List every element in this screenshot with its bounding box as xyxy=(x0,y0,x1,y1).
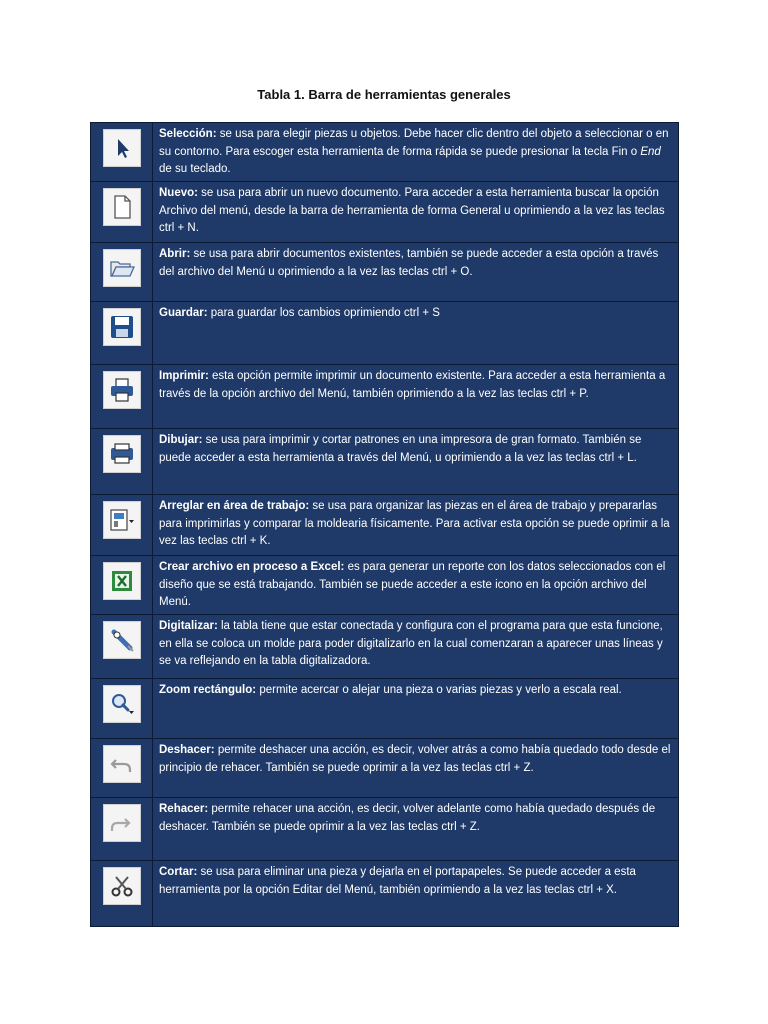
tool-term: Cortar: xyxy=(159,866,198,878)
tool-term: Dibujar: xyxy=(159,434,203,446)
undo-icon xyxy=(103,745,141,783)
excel-icon xyxy=(103,562,141,600)
table-row xyxy=(91,123,679,182)
tool-description: es para generar un reporte con los datos seleccionados con el diseño que se está trabajando. También se puede acceder a este icono en la opción archivo del Menú. xyxy=(159,561,666,609)
arrange-work-area-icon xyxy=(103,501,141,539)
tool-description: se usa para organizar las piezas en el área de trabajo y prepararlas para imprimirlas y comparar la moldearia físicamente. Para activar esta opción se puede oprimir a la vez las teclas ctrl + K. xyxy=(159,500,670,548)
redo-icon xyxy=(103,804,141,842)
tool-term: Guardar: xyxy=(159,307,208,319)
save-floppy-icon xyxy=(103,308,141,346)
tool-term: Nuevo: xyxy=(159,187,198,199)
tool-description: se usa para eliminar una pieza y dejarla en el portapapeles. Se puede acceder a esta herramienta por la opción Editar del Menú, también oprimiendo a la vez las teclas ctrl + X. xyxy=(159,866,636,896)
table-row xyxy=(91,429,679,495)
tool-description-emphasis: End xyxy=(640,145,661,158)
tool-description: se usa para imprimir y cortar patrones en una impresora de gran formato. También se puede acceder a esta herramienta a través del Menú, u oprimiendo a la vez las teclas ctrl + L. xyxy=(159,434,642,464)
tool-term: Digitalizar: xyxy=(159,620,218,632)
table-row xyxy=(91,302,679,365)
new-document-icon xyxy=(103,188,141,226)
table-row xyxy=(91,679,679,739)
zoom-rectangle-icon xyxy=(103,685,141,723)
table-row xyxy=(91,556,679,615)
tool-term: Rehacer: xyxy=(159,803,209,815)
table-row xyxy=(91,243,679,302)
scissors-icon xyxy=(103,867,141,905)
table-row xyxy=(91,861,679,927)
tool-description: permite acercar o alejar una pieza o varias piezas y verlo a escala real. xyxy=(256,684,622,696)
tool-term: Crear archivo en proceso a Excel: xyxy=(159,561,345,573)
tool-term: Zoom rectángulo: xyxy=(159,684,257,696)
tool-description: se usa para abrir un nuevo documento. Para acceder a esta herramienta buscar la opción Archivo del menú, desde la barra de herramienta de forma General u oprimiendo a la vez las teclas ctrl + N. xyxy=(159,187,665,235)
printer-icon xyxy=(103,371,141,409)
table-caption: Tabla 1. Barra de herramientas generales xyxy=(257,87,511,102)
tool-description: se usa para abrir documentos existentes, también se puede acceder a esta opción a través del archivo del Menú u oprimiendo a la vez las teclas ctrl + O. xyxy=(159,248,659,278)
tool-description: se usa para elegir piezas u objetos. Debe hacer clic dentro del objeto a seleccionar o en su contorno. Para escoger esta herramienta de forma rápida se puede presionar la tecla Fin o xyxy=(159,128,669,158)
tool-term: Deshacer: xyxy=(159,744,215,756)
digitizer-pen-icon xyxy=(103,621,141,659)
tool-description: permite deshacer una acción, es decir, volver atrás a como había quedado todo desde el principio de rehacer. También se puede oprimir a la vez las teclas ctrl + Z. xyxy=(159,744,671,774)
table-row xyxy=(91,182,679,243)
tool-description: la tabla tiene que estar conectada y configura con el programa para que esta funcione, en ella se coloca un molde para poder digitalizarlo en la cual comenzaran a aparecer unas líneas y se va reflejando en la tabla digitalizadora. xyxy=(159,620,663,668)
pointer-arrow-icon xyxy=(103,129,141,167)
tool-description: para guardar los cambios oprimiendo ctrl + S xyxy=(207,307,440,319)
plotter-icon xyxy=(103,435,141,473)
table-row xyxy=(91,615,679,679)
table-row xyxy=(91,495,679,556)
table-row xyxy=(91,365,679,429)
open-folder-icon xyxy=(103,249,141,287)
tool-term: Abrir: xyxy=(159,248,191,260)
table-row xyxy=(91,798,679,861)
tools-table xyxy=(90,122,679,927)
tool-description: permite rehacer una acción, es decir, volver adelante como había quedado después de deshacer. También se puede oprimir a la vez las teclas ctrl + Z. xyxy=(159,803,656,833)
table-row xyxy=(91,739,679,798)
tool-term: Selección: xyxy=(159,128,217,140)
tool-description: de su teclado. xyxy=(159,163,231,176)
tool-description: esta opción permite imprimir un documento existente. Para acceder a esta herramienta a través de la opción archivo del Menú, también oprimiendo a la vez las teclas ctrl + P. xyxy=(159,370,666,400)
tool-term: Arreglar en área de trabajo: xyxy=(159,500,310,512)
tool-term: Imprimir: xyxy=(159,370,209,382)
